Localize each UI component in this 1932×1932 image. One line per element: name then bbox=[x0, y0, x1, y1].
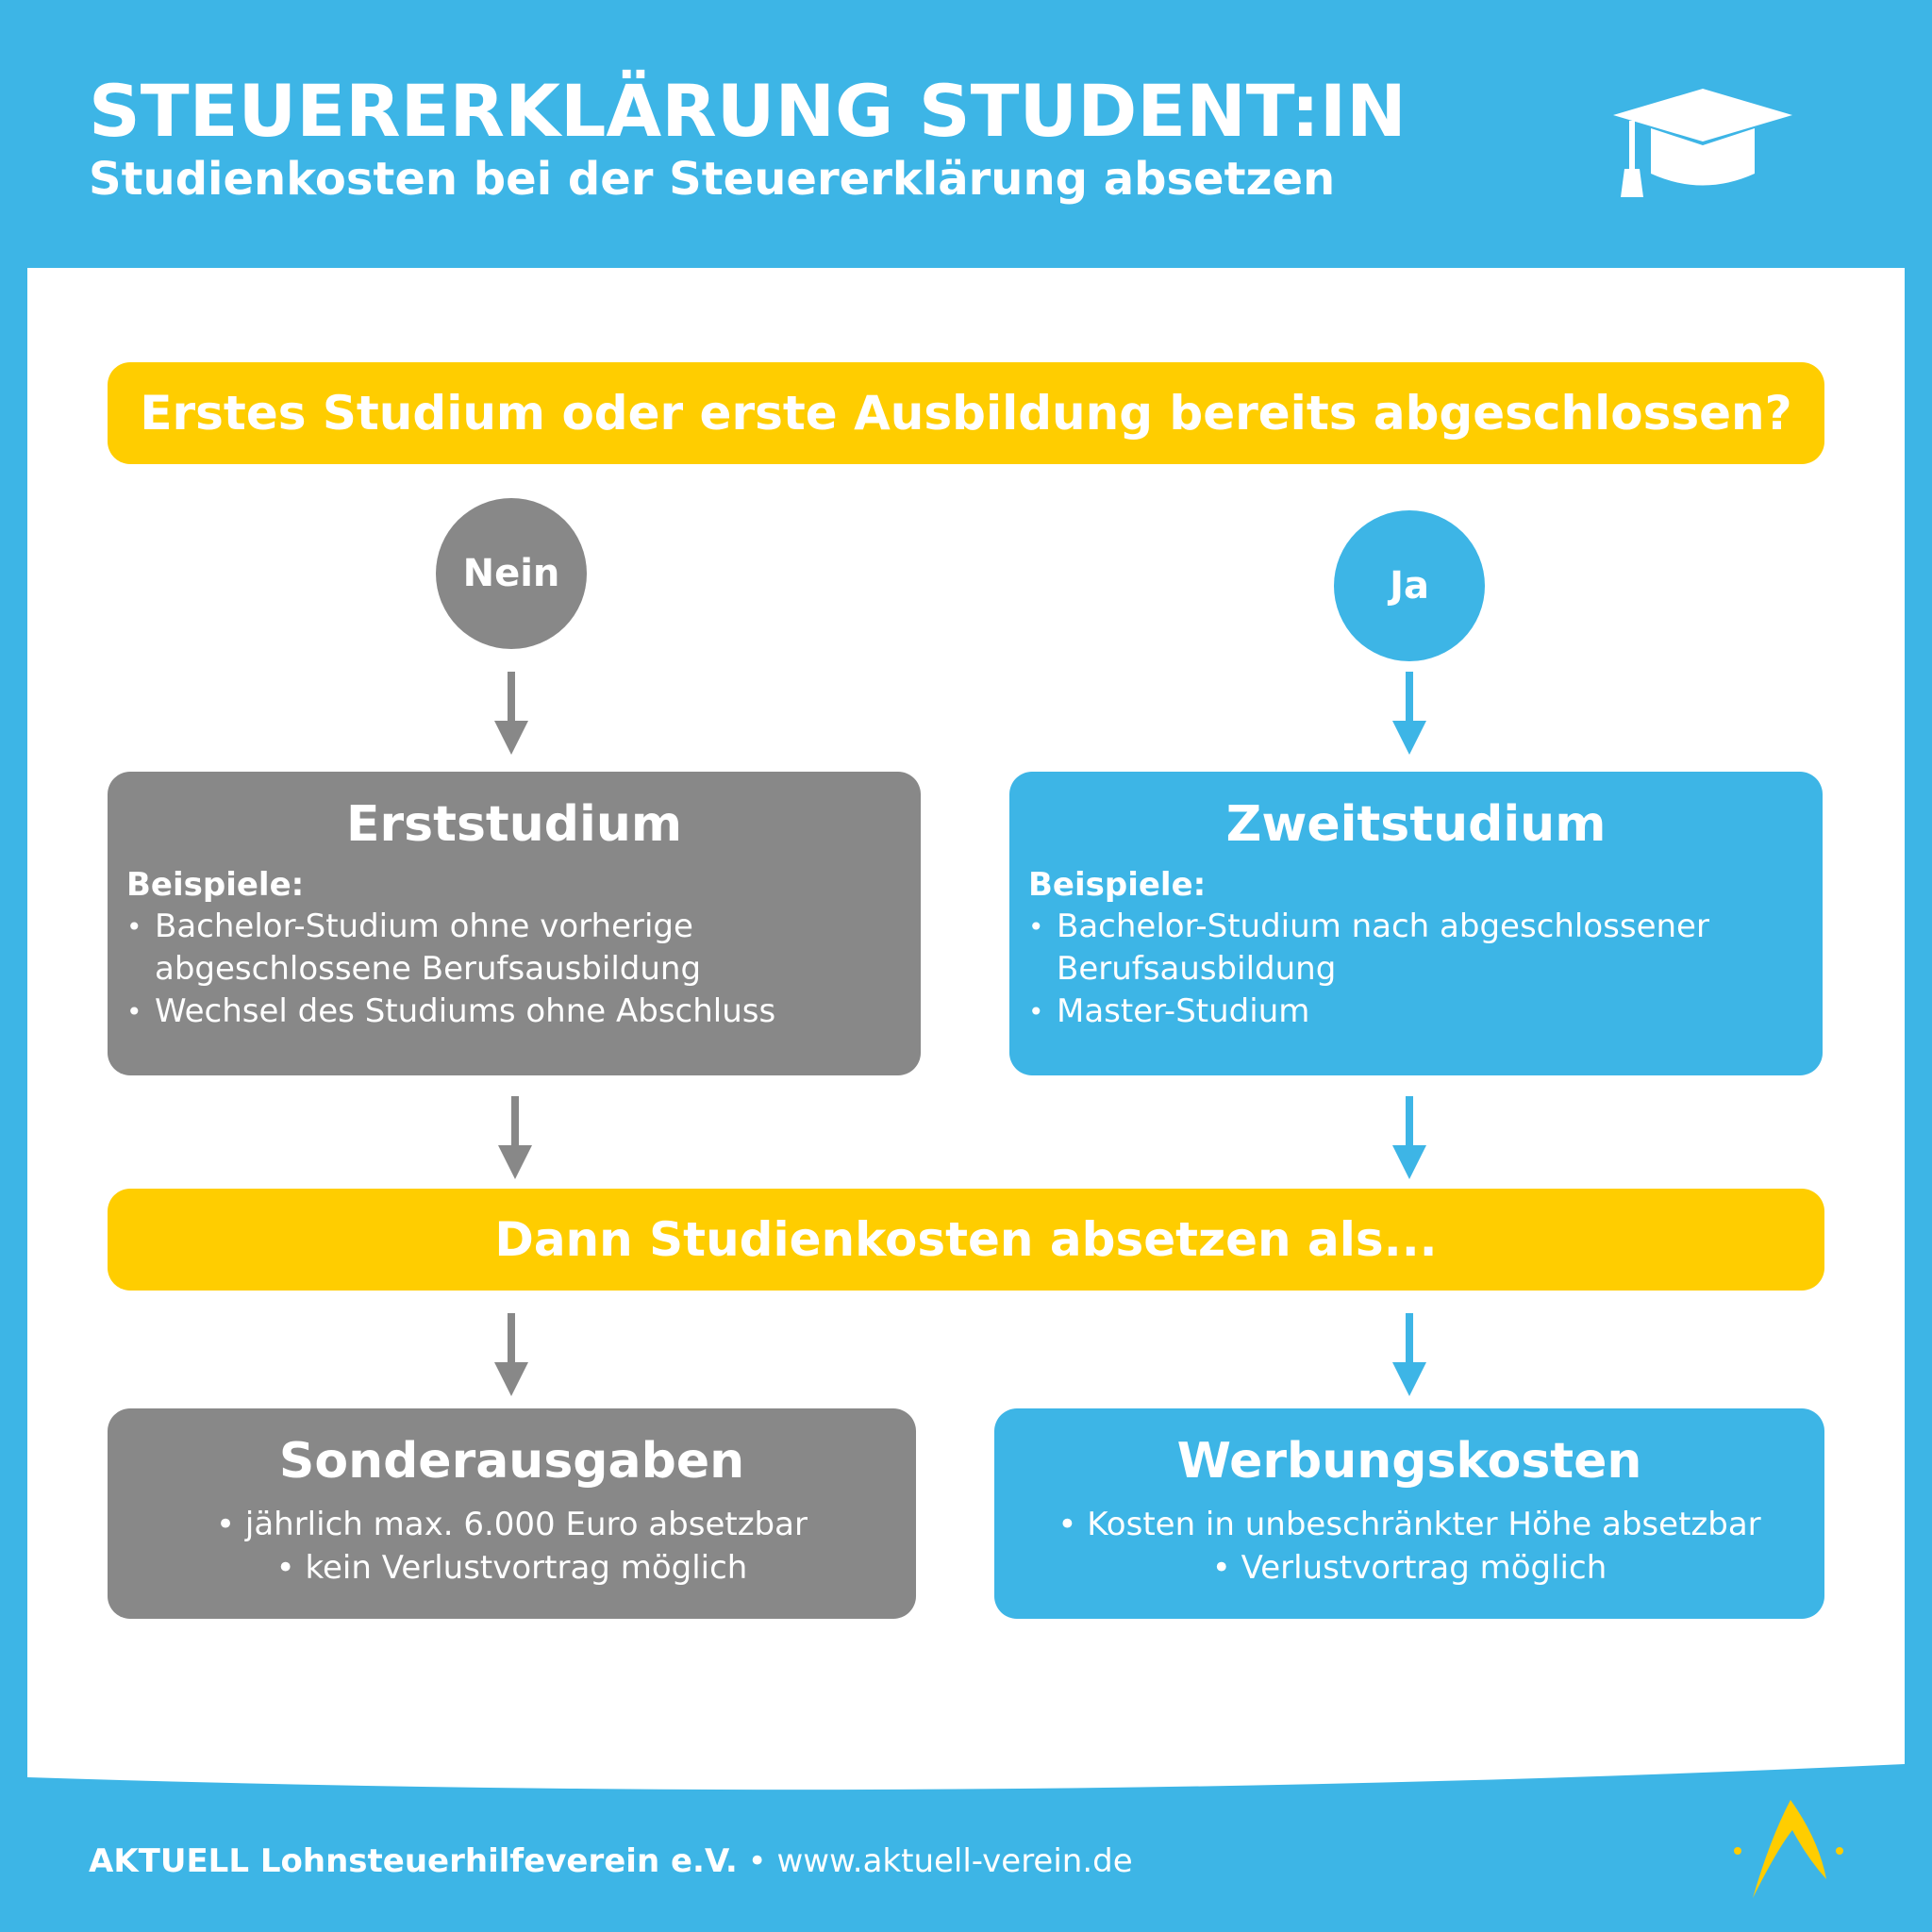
page-subtitle: Studienkosten bei der Steuererklärung absetzen bbox=[89, 153, 1336, 206]
then-text: Dann Studienkosten absetzen als... bbox=[494, 1212, 1438, 1267]
list-item: • Wechsel des Studiums ohne Abschluss bbox=[126, 991, 921, 1033]
arrow-down-icon bbox=[496, 1096, 534, 1181]
list-item: • jährlich max. 6.000 Euro absetzbar bbox=[216, 1506, 808, 1543]
footer bbox=[89, 1838, 1315, 1885]
special-expenses-box bbox=[108, 1408, 916, 1619]
second-study-title: Zweitstudium bbox=[1225, 796, 1607, 853]
arrow-down-icon bbox=[1391, 1096, 1428, 1181]
special-expenses-points bbox=[108, 1503, 916, 1590]
list-item: • Kosten in unbeschränkter Höhe absetzbar bbox=[1058, 1506, 1761, 1543]
income-costs-box bbox=[994, 1408, 1824, 1619]
answer-yes-label: Ja bbox=[1390, 564, 1429, 608]
special-expenses-title: Sonderausgaben bbox=[278, 1433, 745, 1490]
footer-org: AKTUELL Lohnsteuerhilfeverein e.V. bbox=[89, 1842, 738, 1880]
question-banner bbox=[108, 362, 1824, 464]
list-item: • Bachelor-Studium nach abgeschlossener Berufsausbildung bbox=[1028, 906, 1823, 991]
first-study-box bbox=[108, 772, 921, 1075]
arrow-down-icon bbox=[492, 672, 530, 757]
second-study-box bbox=[1009, 772, 1823, 1075]
list-item: • Verlustvortrag möglich bbox=[1211, 1549, 1607, 1587]
first-study-examples-label: Beispiele: bbox=[126, 866, 305, 904]
arrow-down-icon bbox=[492, 1313, 530, 1398]
aktuell-logo-icon bbox=[1732, 1792, 1845, 1906]
list-item: • Master-Studium bbox=[1028, 991, 1823, 1033]
first-study-examples bbox=[108, 906, 921, 1033]
graduation-cap-icon bbox=[1604, 79, 1802, 211]
page-title: STEUERERKLÄRUNG STUDENT:IN bbox=[89, 69, 1407, 153]
answer-no-label: Nein bbox=[462, 552, 560, 595]
second-study-examples-label: Beispiele: bbox=[1028, 866, 1207, 904]
income-costs-title: Werbungskosten bbox=[1176, 1433, 1642, 1490]
second-study-examples bbox=[1009, 906, 1823, 1033]
answer-yes-circle bbox=[1334, 510, 1485, 661]
footer-url[interactable]: www.aktuell-verein.de bbox=[776, 1842, 1133, 1880]
question-text: Erstes Studium oder erste Ausbildung bereits abgeschlossen? bbox=[140, 386, 1792, 441]
arrow-down-icon bbox=[1391, 1313, 1428, 1398]
then-banner bbox=[108, 1189, 1824, 1291]
income-costs-points bbox=[994, 1503, 1824, 1590]
first-study-title: Erststudium bbox=[345, 796, 683, 853]
arrow-down-icon bbox=[1391, 672, 1428, 757]
footer-separator: • bbox=[737, 1842, 777, 1880]
list-item: • kein Verlustvortrag möglich bbox=[275, 1549, 748, 1587]
answer-no-circle bbox=[436, 498, 587, 649]
list-item: • Bachelor-Studium ohne vorherige abgeschlossene Berufsausbildung bbox=[126, 906, 921, 991]
